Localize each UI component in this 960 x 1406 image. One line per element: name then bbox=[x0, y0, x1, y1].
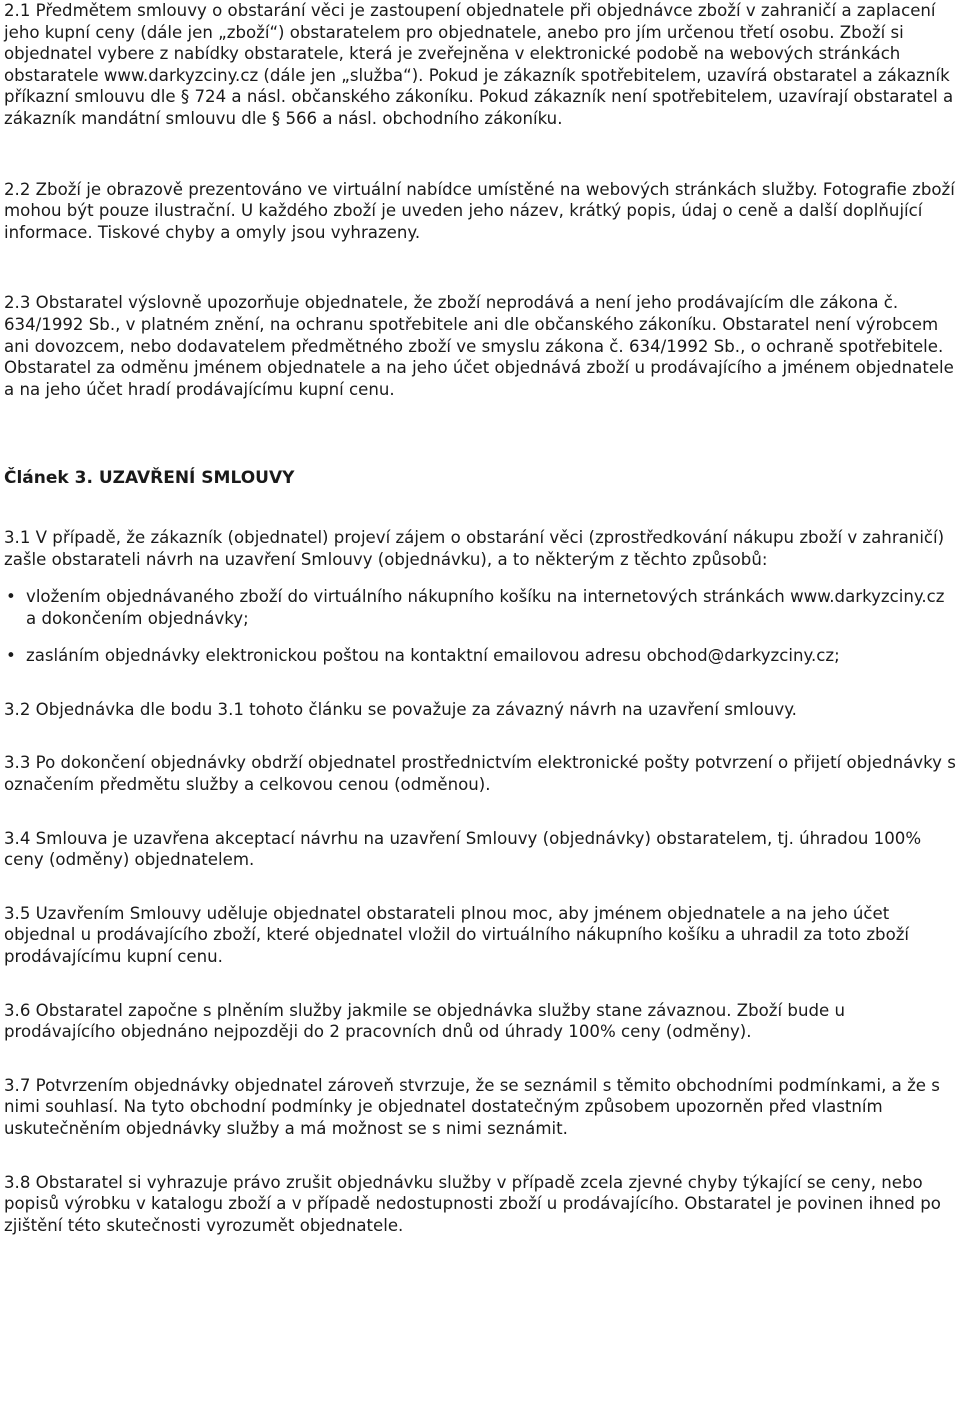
paragraph-3-6: 3.6 Obstaratel započne s plněním služby jakmile se objednávka služby stane závaznou. Zboží bude u prodávajícího objednáno nejpozději do 2 pracovních dnů od úhrady 100% ceny (odměny). bbox=[4, 1000, 845, 1042]
paragraph-2-3: 2.3 Obstaratel výslovně upozorňuje objednatele, že zboží neprodává a není jeho prodávajícím dle zákona č. 634/1992 Sb., v platném znění, na ochranu spotřebitele ani dle občanského zákoníku. Obstaratel není výrobcem ani dovozcem, nebo dodavatelem předmětného zboží ve smyslu zákona č. 634/1992 Sb., o ochraně spotřebitele. Obstaratel za odměnu jménem objednatele a na jeho účet objednává zboží u prodávajícího a jménem objednatele a na jeho účet hradí prodávajícímu kupní cenu. bbox=[4, 293, 954, 399]
bullet-icon: • bbox=[6, 646, 16, 666]
bullet-icon: • bbox=[6, 587, 16, 607]
paragraph-2-2: 2.2 Zboží je obrazově prezentováno ve virtuální nabídce umístěné na webových stránkách služby. Fotografie zboží mohou být pouze ilustrační. U každého zboží je uveden jeho název, krátký popis, údaj o ceně a další doplňující informace. Tiskové chyby a omyly jsou vyhrazeny. bbox=[4, 179, 955, 242]
paragraph-3-4: 3.4 Smlouva je uzavřena akceptací návrhu na uzavření Smlouvy (objednávky) obstaratelem, tj. úhradou 100% ceny (odměny) objednatelem. bbox=[4, 828, 922, 870]
paragraph-3-7: 3.7 Potvrzením objednávky objednatel zároveň stvrzuje, že se seznámil s těmito obchodními podmínkami, a že s nimi souhlasí. Na tyto obchodní podmínky je objednatel dostatečným způsobem upozorněn před vlastním uskutečněním objednávky služby a má možnost se s nimi seznámit. bbox=[4, 1075, 940, 1138]
paragraph-3-2: 3.2 Objednávka dle bodu 3.1 tohoto článku se považuje za závazný návrh na uzavření smlouvy. bbox=[4, 699, 797, 719]
section-heading-3: Článek 3. UZAVŘENÍ SMLOUVY bbox=[4, 468, 295, 489]
paragraph-3-8: 3.8 Obstaratel si vyhrazuje právo zrušit objednávku služby v případě zcela zjevné chyby týkající se ceny, nebo popisů výrobku v katalogu zboží a v případě nedostupnosti zboží u prodávajícího. Obstaratel je povinen ihned po zjištění této skutečnosti vyrozumět objednatele. bbox=[4, 1172, 941, 1235]
paragraph-3-1: 3.1 V případě, že zákazník (objednatel) projeví zájem o obstarání věci (zprostředkování nákupu zboží v zahraničí) zašle obstarateli návrh na uzavření Smlouvy (objednávku), a to některým z těchto způsobů: bbox=[4, 527, 945, 569]
list-item-text: vložením objednávaného zboží do virtuálního nákupního košíku na internetových stránkách www.darkyzciny.cz a dokončením objednávky; bbox=[26, 587, 945, 628]
list-item bbox=[4, 645, 958, 667]
paragraph-2-1: 2.1 Předmětem smlouvy o obstarání věci je zastoupení objednatele při objednávce zboží v zahraničí a zaplacení jeho kupní ceny (dále jen „zboží“) obstaratelem pro objednatele, anebo pro jím určenou třetí osobu. Zboží si objednatel vybere z nabídky obstaratele, která je zveřejněna v elektronické podobě na webových stránkách obstaratele www.darkyzciny.cz (dále jen „služba“). Pokud je zákazník spotřebitelem, uzavírá obstaratel a zákazník příkazní smlouvu dle § 724 a násl. občanského zákoníku. Pokud zákazník není spotřebitelem, uzavírají obstaratel a zákazník mandátní smlouvu dle § 566 a násl. obchodního zákoníku. bbox=[4, 1, 954, 128]
list-item bbox=[4, 586, 958, 629]
paragraph-3-3: 3.3 Po dokončení objednávky obdrží objednatel prostřednictvím elektronické pošty potvrzení o přijetí objednávky s označením předmětu služby a celkovou cenou (odměnou). bbox=[4, 753, 956, 795]
document-body bbox=[4, 0, 958, 1236]
list-item-text: zasláním objednávky elektronickou poštou na kontaktní emailovou adresu obchod@darkyzciny.cz; bbox=[26, 646, 840, 666]
paragraph-3-5: 3.5 Uzavřením Smlouvy uděluje objednatel obstarateli plnou moc, aby jménem objednatele a na jeho účet objednal u prodávajícího zboží, které objednatel vložil do virtuálního nákupního košíku a uhradil za toto zboží prodávajícímu kupní cenu. bbox=[4, 903, 910, 967]
